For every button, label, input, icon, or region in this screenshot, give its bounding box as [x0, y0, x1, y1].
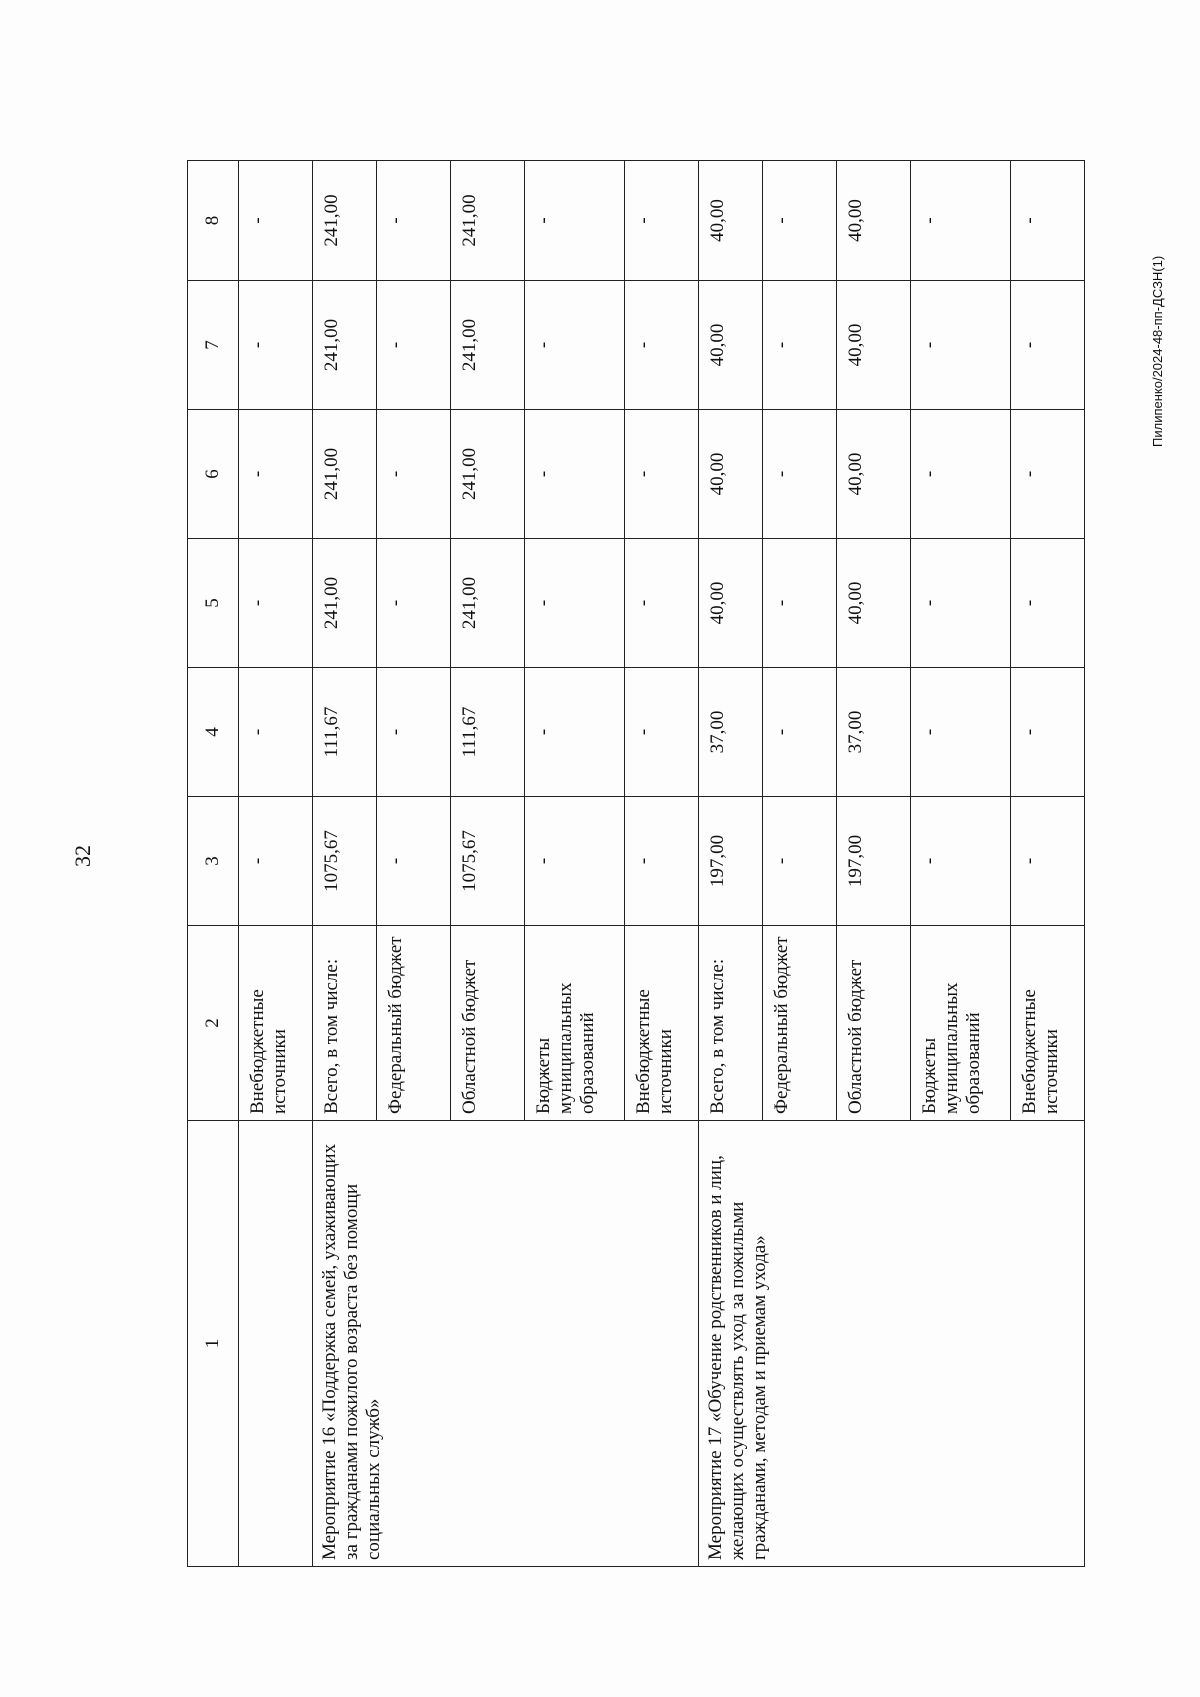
- value-cell: -: [377, 281, 451, 410]
- value-cell: -: [763, 797, 837, 926]
- value-cell: 241,00: [313, 410, 377, 539]
- value-cell: 1075,67: [451, 797, 525, 926]
- value-cell: 37,00: [837, 668, 911, 797]
- value-cell: 40,00: [699, 410, 763, 539]
- value-cell: 111,67: [313, 668, 377, 797]
- value-cell: -: [377, 410, 451, 539]
- value-cell: -: [625, 161, 699, 281]
- value-cell: -: [239, 797, 313, 926]
- value-cell: -: [239, 281, 313, 410]
- value-cell: -: [525, 668, 625, 797]
- table-row: [239, 161, 313, 1567]
- header-col-7: 7: [188, 281, 239, 410]
- value-cell: -: [1011, 668, 1085, 797]
- value-cell: -: [911, 161, 1011, 281]
- value-cell: 241,00: [451, 281, 525, 410]
- source-cell: Внебюджетные источники: [1011, 926, 1085, 1121]
- document-code: Пилипенко/2024-48-пп-ДСЗН(1): [1150, 255, 1165, 447]
- source-cell: Всего, в том числе:: [313, 926, 377, 1121]
- value-cell: 241,00: [313, 539, 377, 668]
- value-cell: -: [763, 410, 837, 539]
- value-cell: 111,67: [451, 668, 525, 797]
- table-row: [699, 161, 763, 1567]
- value-cell: -: [625, 797, 699, 926]
- value-cell: 241,00: [313, 281, 377, 410]
- value-cell: 40,00: [699, 539, 763, 668]
- value-cell: 40,00: [837, 539, 911, 668]
- event-title-cell: Мероприятие 16 «Поддержка семей, ухаживающих за гражданами пожилого возраста без помощи социальных служб»: [313, 1121, 699, 1567]
- budget-table: [187, 160, 1085, 1567]
- value-cell: 241,00: [313, 161, 377, 281]
- value-cell: 1075,67: [313, 797, 377, 926]
- value-cell: -: [911, 539, 1011, 668]
- value-cell: -: [763, 161, 837, 281]
- value-cell: -: [1011, 797, 1085, 926]
- empty-event-cell: [239, 1121, 313, 1567]
- value-cell: 241,00: [451, 410, 525, 539]
- page-number: 32: [70, 845, 95, 867]
- value-cell: -: [763, 539, 837, 668]
- value-cell: -: [625, 539, 699, 668]
- source-cell: Областной бюджет: [451, 926, 525, 1121]
- value-cell: 40,00: [837, 410, 911, 539]
- value-cell: -: [625, 281, 699, 410]
- value-cell: -: [1011, 539, 1085, 668]
- value-cell: 197,00: [699, 797, 763, 926]
- value-cell: -: [377, 797, 451, 926]
- value-cell: -: [525, 410, 625, 539]
- value-cell: -: [1011, 410, 1085, 539]
- value-cell: -: [239, 668, 313, 797]
- source-cell: Внебюджетные источники: [625, 926, 699, 1121]
- value-cell: -: [911, 668, 1011, 797]
- value-cell: -: [911, 410, 1011, 539]
- source-cell: Федеральный бюджет: [377, 926, 451, 1121]
- header-col-6: 6: [188, 410, 239, 539]
- value-cell: -: [377, 539, 451, 668]
- value-cell: -: [625, 410, 699, 539]
- value-cell: 40,00: [699, 161, 763, 281]
- header-row: [188, 161, 239, 1567]
- value-cell: -: [763, 668, 837, 797]
- value-cell: -: [525, 161, 625, 281]
- value-cell: 197,00: [837, 797, 911, 926]
- header-col-5: 5: [188, 539, 239, 668]
- value-cell: -: [525, 539, 625, 668]
- value-cell: -: [625, 668, 699, 797]
- value-cell: -: [377, 668, 451, 797]
- header-col-3: 3: [188, 797, 239, 926]
- value-cell: -: [525, 281, 625, 410]
- value-cell: 241,00: [451, 161, 525, 281]
- value-cell: -: [525, 797, 625, 926]
- value-cell: -: [1011, 161, 1085, 281]
- value-cell: -: [763, 281, 837, 410]
- value-cell: -: [239, 410, 313, 539]
- value-cell: 40,00: [837, 161, 911, 281]
- table-row: [313, 161, 377, 1567]
- header-col-4: 4: [188, 668, 239, 797]
- source-cell: Внебюджетные источники: [239, 926, 313, 1121]
- value-cell: -: [911, 281, 1011, 410]
- source-cell: Областной бюджет: [837, 926, 911, 1121]
- value-cell: 37,00: [699, 668, 763, 797]
- value-cell: -: [239, 539, 313, 668]
- header-col-2: 2: [188, 926, 239, 1121]
- header-col-8: 8: [188, 161, 239, 281]
- source-cell: Федеральный бюджет: [763, 926, 837, 1121]
- value-cell: -: [1011, 281, 1085, 410]
- event-title-cell: Мероприятие 17 «Обучение родственников и лиц, желающих осуществлять уход за пожилыми гражданами, методам и приемам ухода»: [699, 1121, 1085, 1567]
- value-cell: 40,00: [837, 281, 911, 410]
- value-cell: -: [911, 797, 1011, 926]
- value-cell: 241,00: [451, 539, 525, 668]
- source-cell: Бюджеты муниципальных образований: [525, 926, 625, 1121]
- value-cell: -: [239, 161, 313, 281]
- value-cell: 40,00: [699, 281, 763, 410]
- header-col-1: 1: [188, 1121, 239, 1567]
- value-cell: -: [377, 161, 451, 281]
- source-cell: Бюджеты муниципальных образований: [911, 926, 1011, 1121]
- source-cell: Всего, в том числе:: [699, 926, 763, 1121]
